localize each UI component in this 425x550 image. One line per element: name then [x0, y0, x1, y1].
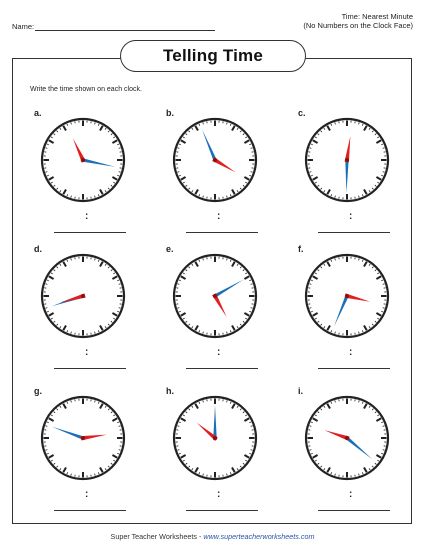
- clock-center: [213, 158, 217, 162]
- page-title: Telling Time: [162, 46, 263, 65]
- answer-field[interactable]: [318, 222, 390, 233]
- clock-item: [298, 108, 398, 238]
- answer-separator: :: [85, 211, 89, 222]
- clock-face: [302, 251, 392, 341]
- instruction-text: Write the time shown on each clock.: [30, 86, 142, 93]
- clock-face: [38, 115, 128, 205]
- footer-brand: Super Teacher Worksheets -: [110, 532, 204, 541]
- clock-letter: d.: [34, 244, 42, 254]
- clock-letter: h.: [166, 386, 174, 396]
- clock-item: [298, 244, 398, 374]
- clock-letter: c.: [298, 108, 306, 118]
- clock-item: [166, 244, 266, 374]
- clock-center: [345, 158, 349, 162]
- footer-link[interactable]: www.superteacherworksheets.com: [203, 532, 315, 541]
- clock-letter: i.: [298, 386, 304, 396]
- topic-line-1: Time: Nearest Minute: [341, 12, 413, 21]
- clock-center: [213, 436, 217, 440]
- clock-item: [34, 244, 134, 374]
- answer-separator: :: [217, 211, 221, 222]
- topic-info: [303, 12, 413, 30]
- clock-item: [298, 386, 398, 516]
- clock-face: [302, 115, 392, 205]
- clock-item: [34, 108, 134, 238]
- clock-letter: e.: [166, 244, 174, 254]
- answer-field[interactable]: [54, 222, 126, 233]
- name-field[interactable]: [35, 22, 215, 31]
- clock-letter: g.: [34, 386, 42, 396]
- answer-separator: :: [85, 489, 89, 500]
- clock-item: [166, 386, 266, 516]
- answer-separator: :: [349, 489, 353, 500]
- clock-face: [38, 251, 128, 341]
- clock-center: [81, 158, 85, 162]
- answer-field[interactable]: [318, 358, 390, 369]
- clock-face: [170, 393, 260, 483]
- answer-separator: :: [349, 211, 353, 222]
- clock-letter: f.: [298, 244, 304, 254]
- clock-center: [345, 294, 349, 298]
- clock-item: [34, 386, 134, 516]
- clock-letter: b.: [166, 108, 174, 118]
- clock-face: [38, 393, 128, 483]
- clock-center: [81, 436, 85, 440]
- clock-face: [170, 251, 260, 341]
- name-label: Name:: [12, 22, 35, 31]
- clock-letter: a.: [34, 108, 42, 118]
- answer-field[interactable]: [186, 222, 258, 233]
- footer: [0, 532, 425, 541]
- answer-separator: :: [217, 489, 221, 500]
- clock-face: [170, 115, 260, 205]
- clock-center: [213, 294, 217, 298]
- answer-field[interactable]: [318, 500, 390, 511]
- clock-center: [81, 294, 85, 298]
- name-row: [12, 22, 215, 31]
- clock-center: [345, 436, 349, 440]
- title-banner: [120, 40, 306, 72]
- answer-separator: :: [349, 347, 353, 358]
- answer-field[interactable]: [186, 500, 258, 511]
- answer-separator: :: [85, 347, 89, 358]
- topic-line-2: (No Numbers on the Clock Face): [303, 21, 413, 30]
- clock-item: [166, 108, 266, 238]
- answer-separator: :: [217, 347, 221, 358]
- answer-field[interactable]: [186, 358, 258, 369]
- answer-field[interactable]: [54, 500, 126, 511]
- answer-field[interactable]: [54, 358, 126, 369]
- clock-face: [302, 393, 392, 483]
